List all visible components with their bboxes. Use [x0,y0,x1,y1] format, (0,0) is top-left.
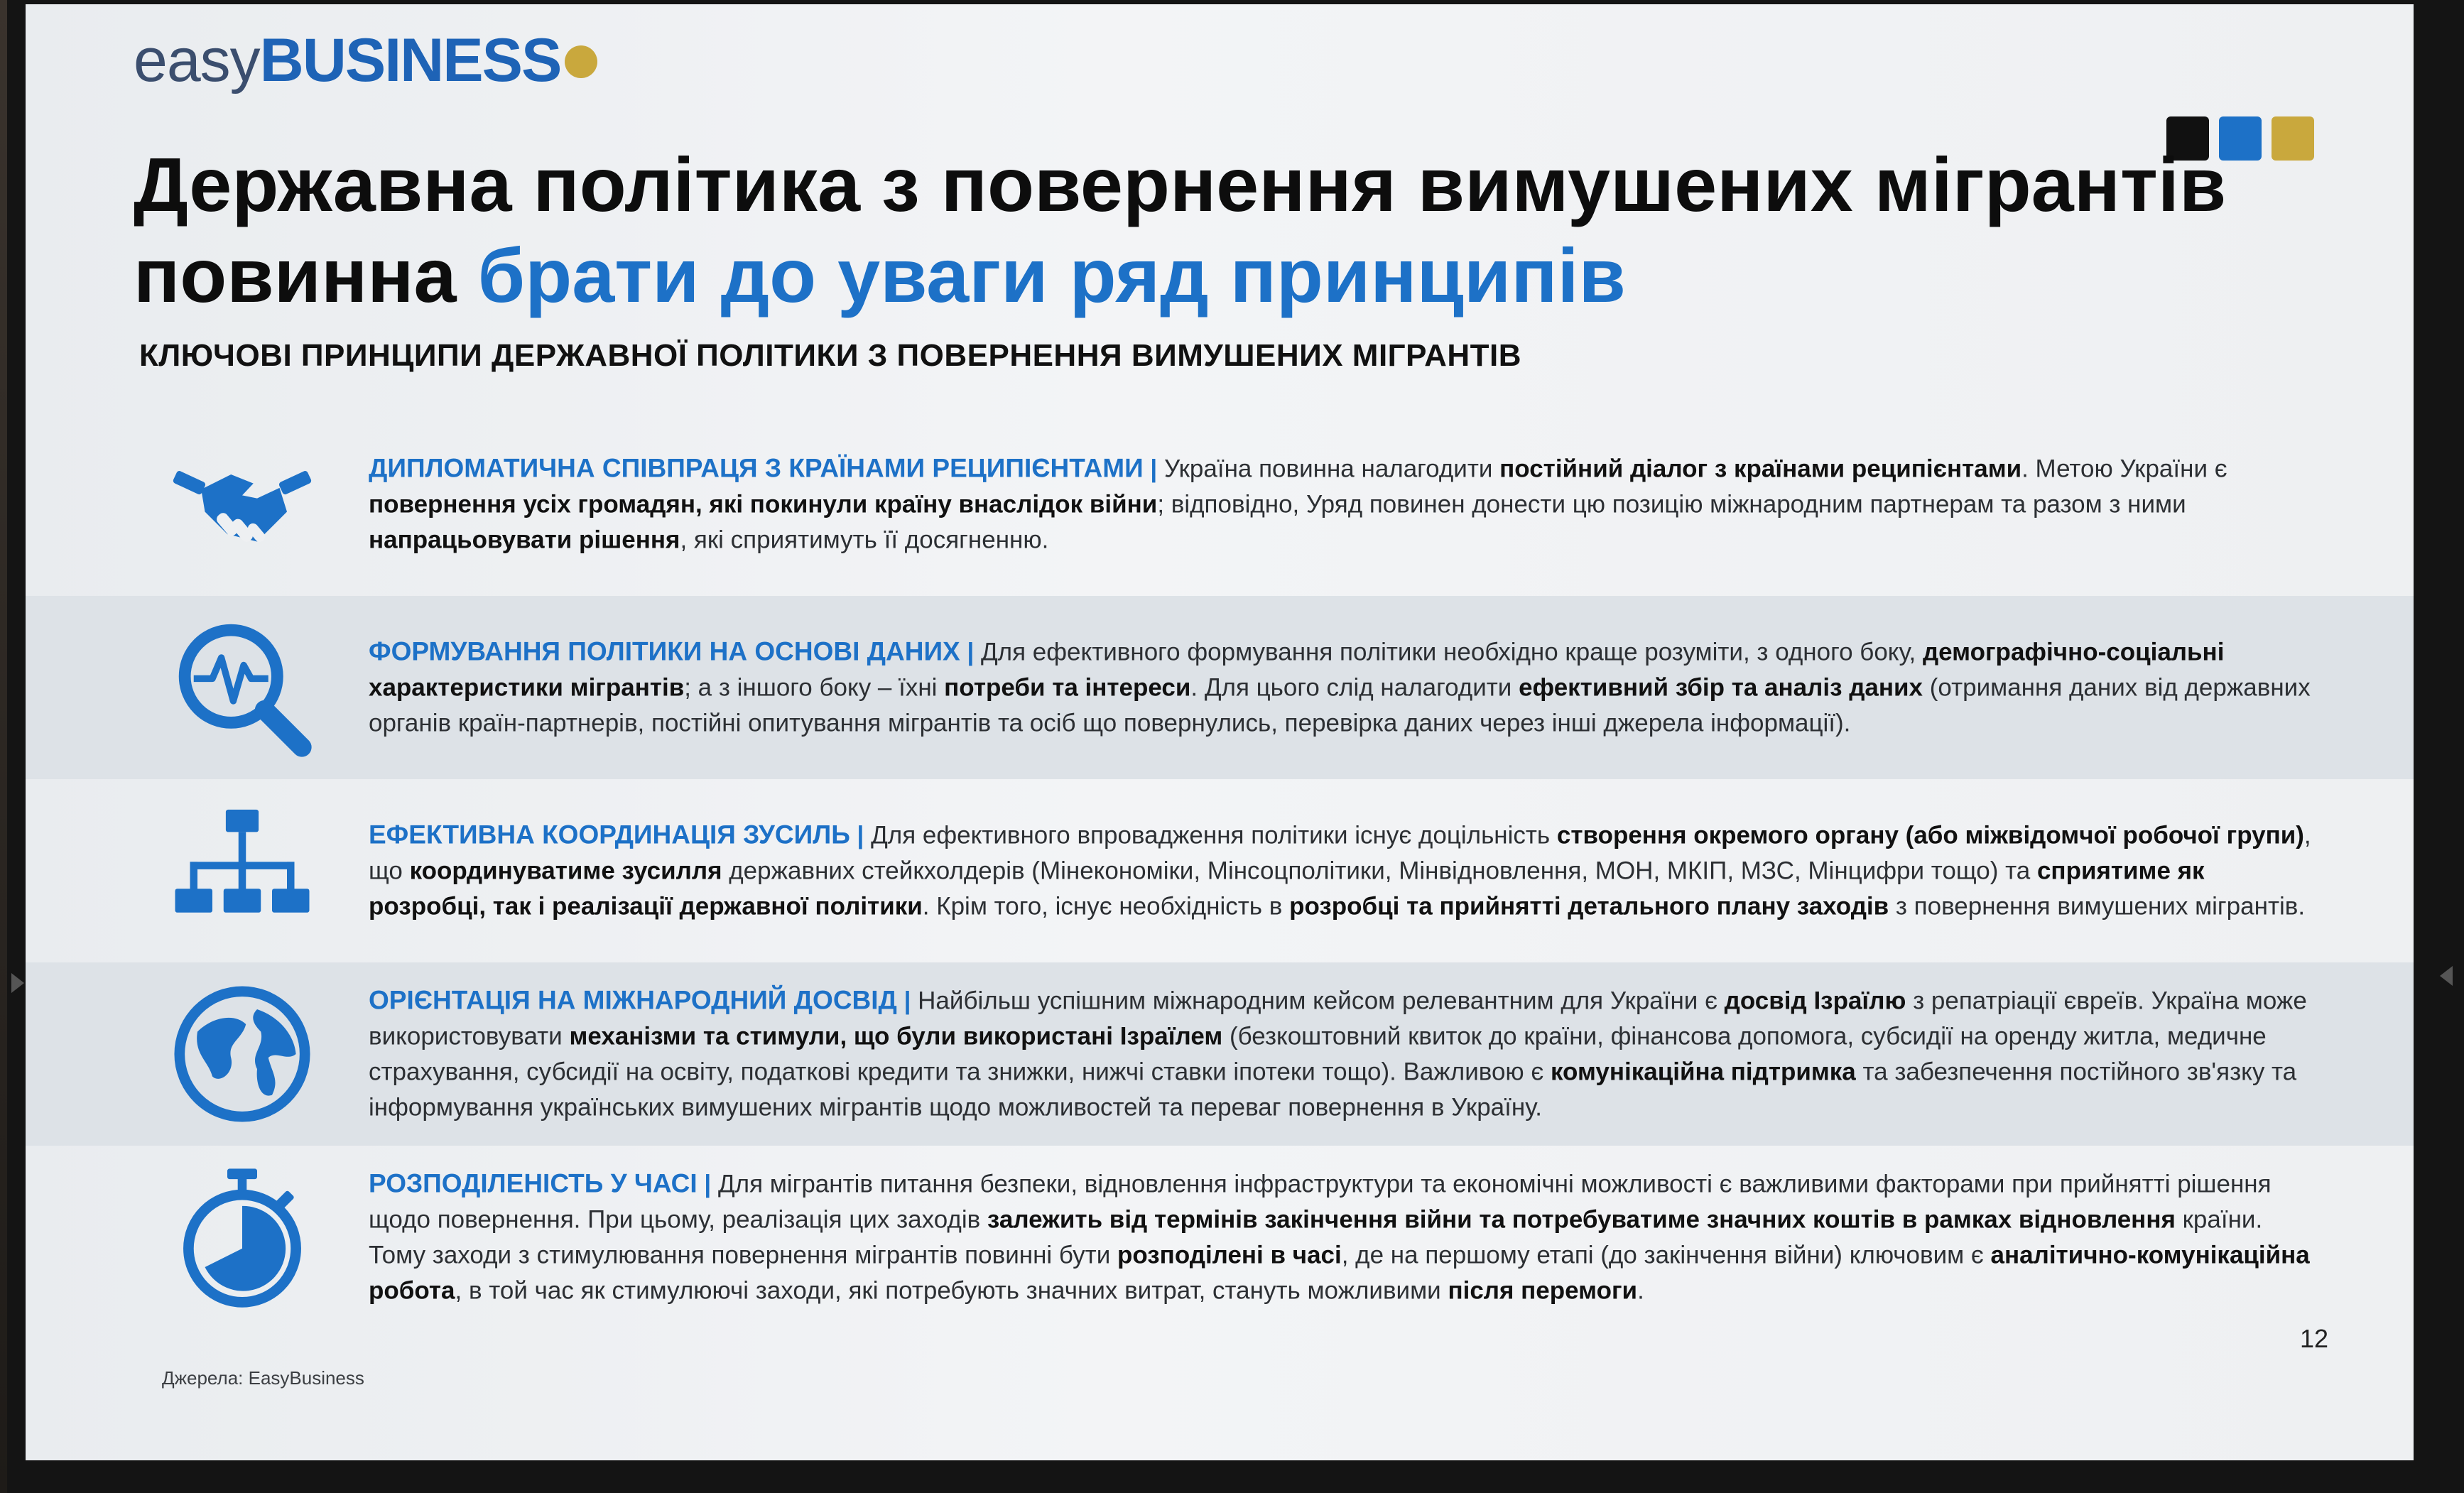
separator: | [697,1170,718,1198]
text-part-bold: сприятиме як розробці, так і реалізації державної політики [369,857,2205,921]
principle-heading: ФОРМУВАННЯ ПОЛІТИКИ НА ОСНОВІ ДАНИХ [369,636,960,666]
text-part-bold: досвід Ізраїлю [1724,987,1906,1015]
text-part: , які сприятимуть її досягненню. [680,526,1049,554]
principle-heading: РОЗПОДІЛЕНІСТЬ У ЧАСІ [369,1168,698,1198]
text-part-bold: ефективний збір та аналіз даних [1519,673,1923,702]
page-number: 12 [2299,1324,2328,1353]
handshake-icon [168,430,317,579]
principles-list [26,413,2414,1329]
logo-easy: easy [134,26,260,94]
principle-text [369,818,2321,925]
text-part-bold: напрацьовувати рішення [369,526,680,554]
text-part-bold: демографічно-соціальні характеристики мігрантів [369,638,2225,702]
principle-text [369,634,2321,742]
separator: | [850,821,872,849]
text-part: ; відповідно, Уряд повинен донести цю позицію міжнародним партнерам та разом з ними [1157,490,2186,519]
text-part: Для ефективного формування політики необхідно краще розуміти, з одного боку, [980,638,1923,666]
separator: | [960,638,981,666]
logo-dot [565,45,597,78]
text-part: , в той час як стимулюючі заходи, які потребують значних витрат, стануть можливими [455,1276,1448,1305]
principle-heading: ОРІЄНТАЦІЯ НА МІЖНАРОДНИЙ ДОСВІД [369,985,897,1015]
principle-row [26,779,2414,962]
slide-subtitle: КЛЮЧОВІ ПРИНЦИПИ ДЕРЖАВНОЇ ПОЛІТИКИ З ПОВЕРНЕННЯ ВИМУШЕНИХ МІГРАНТІВ [139,338,1522,373]
text-part: з повернення вимушених мігрантів. [1889,892,2306,921]
text-part-bold: механізми та стимули, що були використані Ізраїлем [569,1022,1223,1050]
text-part: Найбільш успішним міжнародним кейсом релевантним для України є [918,987,1725,1015]
title-line1: Державна політика з повернення вимушених мігрантів [134,141,2227,227]
text-part-bold: після перемоги [1448,1276,1638,1305]
text-part: ; а з іншого боку – їхні [684,673,945,702]
text-part: та забезпечення постійного зв'язку та інформування українських вимушених мігрантів щодо можливостей та переваг повернення в Україну. [369,1058,2297,1122]
text-part: Для мігрантів питання безпеки, відновлення інфраструктури та економічні можливості є важливими факторами при прийнятті рішення щодо повернення. При цьому, реалізація цих заходів [369,1170,2272,1234]
slide-title [134,139,2264,321]
principle-heading: ДИПЛОМАТИЧНА СПІВПРАЦЯ З КРАЇНАМИ РЕЦИПІЄНТАМИ [369,453,1144,483]
text-part: Для ефективного впровадження політики існує доцільність [871,821,1557,849]
text-part-bold: аналітично-комунікаційна робота [369,1241,2310,1305]
text-part-bold: комунікаційна підтримка [1550,1058,1856,1086]
text-part: , що [369,821,2311,885]
text-part: . Для цього слід налагодити [1190,673,1519,702]
square-gold [2272,116,2314,161]
text-part: Україна повинна налагодити [1163,455,1500,483]
principle-text [369,451,2321,558]
globe-icon [168,979,317,1129]
prev-slide-arrow-icon[interactable] [11,973,24,993]
text-part: державних стейкхолдерів (Мінекономіки, Мінсоцполітики, Мінвідновлення, МОН, МКІП, МЗС, Мінцифри тощо) та [722,857,2037,885]
text-part-bold: постійний діалог з країнами реципієнтами [1499,455,2022,483]
logo-business: BUSINESS [259,26,561,94]
principle-row [26,413,2414,596]
separator: | [1143,455,1164,483]
magnifier-pulse-icon [168,613,317,762]
stopwatch-icon [168,1163,317,1312]
org-chart-icon [168,796,317,945]
text-part-bold: створення окремого органу (або міжвідомчої робочої групи) [1556,821,2304,849]
text-part: з репатріації євреїв. Україна може використовувати [369,987,2307,1050]
text-part: . Крім того, існує необхідність в [922,892,1290,921]
principle-text [369,1166,2321,1309]
text-part-bold: координуватиме зусилля [409,857,722,885]
text-part: . [1637,1276,1644,1305]
text-part-bold: повернення усіх громадян, які покинули країну внаслідок війни [369,490,1158,519]
separator: | [896,987,918,1015]
principle-row [26,1146,2414,1329]
next-slide-arrow-icon[interactable] [2440,966,2453,986]
text-part: , де на першому етапі (до закінчення війни) ключовим є [1341,1241,1991,1269]
title-line2-black: повинна [134,232,478,318]
principle-row [26,596,2414,779]
text-part: країни. Тому заходи з стимулювання повернення мігрантів повинні бути [369,1205,2263,1269]
text-part: (отримання даних від державних органів країн-партнерів, постійні опитування мігрантів та осіб що повернулись, перевірка даних через інші джерела інформації). [369,673,2311,737]
easybusiness-logo [134,26,597,96]
source-note: Джерела: EasyBusiness [162,1367,364,1389]
principle-heading: ЕФЕКТИВНА КООРДИНАЦІЯ ЗУСИЛЬ [369,820,850,849]
principle-row [26,962,2414,1146]
text-part: . Метою України є [2021,455,2227,483]
title-line2-blue: брати до уваги ряд принципів [477,232,1626,318]
text-part-bold: залежить від термінів закінчення війни та потребуватиме значних коштів в рамках відновлення [987,1205,2176,1234]
text-part-bold: потреби та інтереси [944,673,1191,702]
presentation-slide [26,4,2414,1460]
text-part-bold: розподілені в часі [1117,1241,1342,1269]
text-part: (безкоштовний квиток до країни, фінансова допомога, субсидії на оренду житла, медичне страхування, субсидії на освіту, податкові кредити та знижки, нижчі ставки іпотеки тощо). Важливою є [369,1022,2267,1086]
text-part-bold: розробці та прийнятті детального плану заходів [1289,892,1889,921]
principle-text [369,983,2321,1126]
